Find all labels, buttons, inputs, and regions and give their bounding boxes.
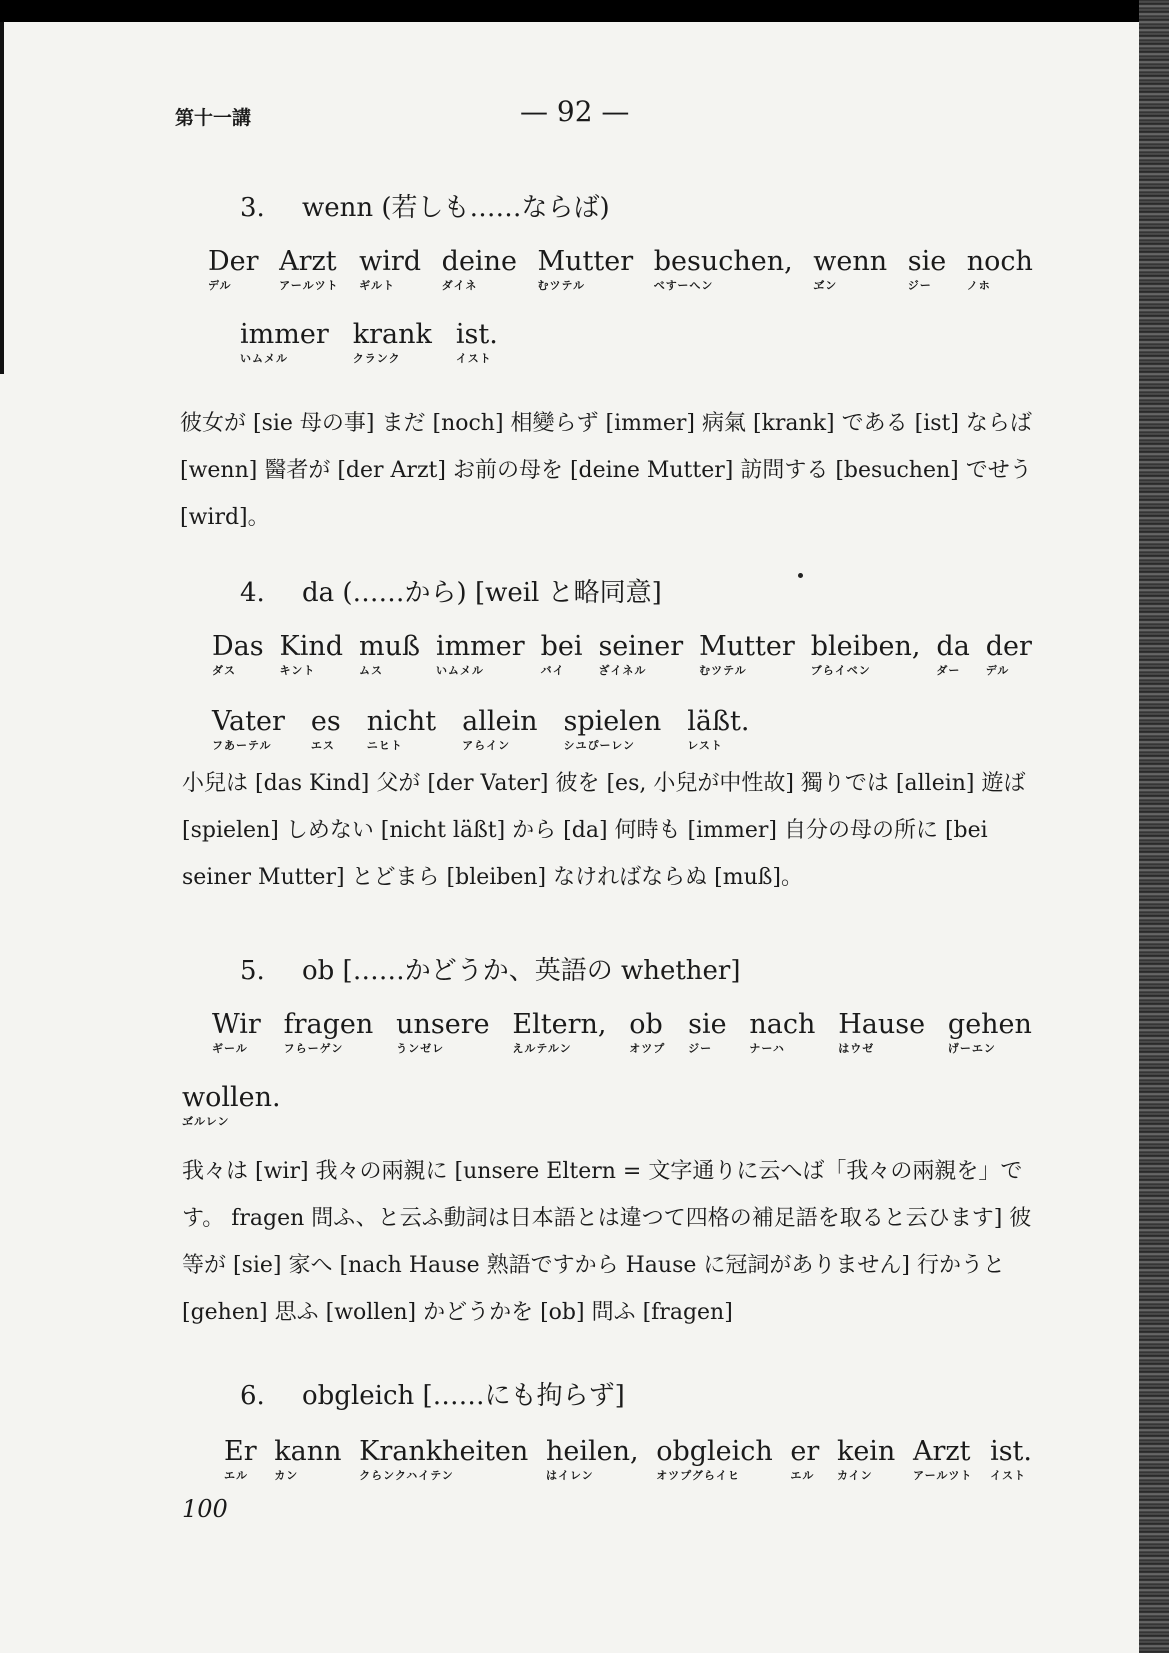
book-spine-edge: [1139, 0, 1169, 1653]
katakana-reading: シユぴーレン: [563, 739, 635, 752]
word-token: [456, 320, 498, 365]
katakana-reading: アールツト: [279, 279, 339, 292]
section-number: 3.: [240, 193, 265, 223]
word-token: [967, 247, 1033, 292]
katakana-reading: クらンクハイテン: [359, 1469, 454, 1482]
section-title: obgleich [……にも拘らず]: [302, 1381, 625, 1411]
katakana-reading: イスト: [455, 352, 492, 365]
katakana-reading: カイン: [836, 1469, 873, 1482]
katakana-reading: デル: [208, 279, 232, 292]
word-token: [838, 1010, 925, 1055]
katakana-reading: ギール: [212, 1042, 248, 1055]
german-word: ist.: [455, 319, 498, 350]
page-shadow-edge: [0, 22, 4, 374]
page-number-marker: — 92 —: [520, 95, 630, 128]
section-heading: [240, 572, 662, 609]
word-token: [274, 1437, 341, 1482]
katakana-reading: エル: [224, 1469, 248, 1482]
katakana-reading: むツテル: [699, 664, 747, 677]
word-token: [279, 247, 338, 292]
word-token: [687, 707, 749, 752]
word-token: [813, 247, 887, 292]
german-word: Vater: [212, 706, 285, 737]
katakana-reading: アらイン: [462, 739, 511, 752]
katakana-reading: イスト: [990, 1469, 1026, 1482]
katakana-reading: オツプグらイヒ: [656, 1469, 740, 1482]
word-token: [224, 1437, 257, 1482]
katakana-reading: べすーへン: [653, 279, 714, 292]
word-token: [656, 1437, 773, 1482]
german-word: immer: [240, 319, 329, 350]
katakana-reading: エス: [310, 739, 335, 752]
german-word: noch: [966, 246, 1033, 277]
word-token: [598, 632, 683, 677]
section-title: wenn (若しも……ならば): [302, 193, 610, 223]
katakana-reading: いムメル: [435, 664, 484, 677]
word-token: [654, 247, 793, 292]
katakana-reading: ジー: [688, 1042, 713, 1055]
german-word: bleiben,: [810, 631, 921, 662]
german-word: nicht: [366, 706, 437, 737]
section-heading: [240, 187, 610, 224]
katakana-reading: ヹルレン: [182, 1115, 230, 1128]
katakana-reading: ブらイベン: [810, 664, 871, 677]
word-token: [546, 1437, 639, 1482]
german-word: Mutter: [537, 246, 634, 277]
german-word: besuchen,: [653, 246, 793, 277]
german-word: bei: [540, 631, 583, 662]
german-word: Eltern,: [512, 1009, 607, 1040]
katakana-reading: ギルト: [359, 279, 396, 292]
word-token: [240, 320, 329, 365]
katakana-reading: ジー: [907, 279, 932, 292]
german-word: nach: [749, 1009, 816, 1040]
word-token: [837, 1437, 895, 1482]
word-token: [367, 707, 436, 752]
katakana-reading: アールツト: [912, 1469, 973, 1482]
german-word: fragen: [283, 1009, 374, 1040]
german-word: kein: [836, 1436, 896, 1467]
word-token: [986, 632, 1032, 677]
sentence-line: [240, 320, 498, 365]
sentence-line: [212, 707, 749, 752]
katakana-reading: ナーハ: [749, 1042, 785, 1055]
page-folio: 100: [182, 1495, 228, 1523]
word-token: [538, 247, 634, 292]
sentence-line: [212, 1010, 1032, 1055]
word-token: [359, 247, 421, 292]
katakana-reading: いムメル: [240, 352, 288, 365]
german-word: immer: [435, 631, 525, 662]
katakana-reading: ざイネル: [598, 664, 647, 677]
word-token: [948, 1010, 1032, 1055]
german-word: läßt.: [687, 706, 750, 737]
word-token: [629, 1010, 665, 1055]
german-word: Krankheiten: [359, 1436, 529, 1467]
word-token: [936, 632, 969, 677]
section-number: 4.: [240, 578, 265, 608]
german-word: allein: [462, 706, 538, 737]
word-token: [990, 1437, 1032, 1482]
katakana-reading: オツプ: [629, 1042, 666, 1055]
german-word: sie: [688, 1009, 727, 1040]
sentence-line: [224, 1437, 1032, 1482]
section-title: da (……から) [weil と略同意]: [302, 578, 662, 608]
katakana-reading: ダー: [936, 664, 961, 677]
word-token: [212, 1010, 261, 1055]
katakana-reading: ムス: [358, 664, 383, 677]
word-token: [913, 1437, 972, 1482]
german-word: Der: [208, 246, 259, 277]
katakana-reading: デル: [985, 664, 1010, 677]
german-word: gehen: [947, 1009, 1032, 1040]
section-number: 5.: [240, 956, 265, 986]
word-token: [699, 632, 795, 677]
german-word: deine: [441, 246, 517, 277]
german-word: Das: [212, 631, 264, 662]
word-token: [462, 707, 537, 752]
german-word: der: [985, 631, 1032, 662]
katakana-reading: ノホ: [966, 279, 991, 292]
german-word: Arzt: [912, 1436, 971, 1467]
word-token: [280, 632, 343, 677]
sentence-line: [212, 632, 1032, 677]
german-word: er: [790, 1436, 820, 1467]
lecture-label: 第十一講: [175, 107, 252, 129]
katakana-reading: エル: [790, 1469, 815, 1482]
word-token: [749, 1010, 815, 1055]
german-word: Wir: [212, 1009, 261, 1040]
german-word: ob: [629, 1009, 663, 1040]
katakana-reading: はウゼ: [838, 1042, 875, 1055]
word-token: [311, 707, 341, 752]
german-word: Hause: [838, 1009, 926, 1040]
german-word: Kind: [279, 631, 344, 662]
word-token: [790, 1437, 819, 1482]
katakana-reading: カン: [274, 1469, 299, 1482]
katakana-reading: キント: [279, 664, 316, 677]
german-word: kann: [274, 1436, 342, 1467]
katakana-reading: ダイネ: [441, 279, 478, 292]
katakana-reading: ニヒト: [366, 739, 403, 752]
german-word: Mutter: [699, 631, 795, 662]
german-word: Arzt: [279, 246, 337, 277]
katakana-reading: うンゼレ: [396, 1042, 445, 1055]
german-word: wollen.: [182, 1082, 281, 1113]
german-word: es: [310, 706, 341, 737]
translation-paragraph: 彼女が [sie 母の事] まだ [noch] 相變らず [immer] 病氣 [krank] である [ist] ならば [wenn] 醫者が [der Arzt] お前の母を [deine Mutter] 訪問する [besuchen] でせう [wird]。: [180, 411, 1032, 530]
katakana-reading: クランク: [352, 352, 401, 365]
sentence-line: [208, 247, 1033, 292]
translation-paragraph: 小兒は [das Kind] 父が [der Vater] 彼を [es, 小兒が中性故] 獨りでは [allein] 遊ば [spielen] しめない [nicht läßt] から [da] 何時も [immer] 自分の母の所に [bei seiner Mutter] とどまら [bleiben] なければならぬ [muß]。: [182, 771, 1026, 890]
german-word: spielen: [563, 706, 662, 737]
section-number: 6.: [240, 1381, 265, 1411]
german-word: seiner: [598, 631, 684, 662]
katakana-reading: むツテル: [537, 279, 585, 292]
word-token: [396, 1010, 490, 1055]
section-heading: [240, 1375, 625, 1412]
word-token: [541, 632, 583, 677]
word-token: [284, 1010, 374, 1055]
katakana-reading: ダス: [212, 664, 236, 677]
katakana-reading: ヹン: [813, 279, 838, 292]
german-word: wird: [359, 246, 422, 277]
word-token: [442, 247, 517, 292]
word-token: [908, 247, 946, 292]
german-word: krank: [352, 319, 432, 350]
german-word: heilen,: [545, 1436, 639, 1467]
katakana-reading: バイ: [540, 664, 565, 677]
katakana-reading: フらーゲン: [283, 1042, 344, 1055]
word-token: [811, 632, 921, 677]
katakana-reading: えルテルン: [512, 1042, 572, 1055]
katakana-reading: げーエン: [947, 1042, 996, 1055]
word-token: [436, 632, 525, 677]
word-token: [208, 247, 259, 292]
katakana-reading: はイレン: [545, 1469, 594, 1482]
german-word: obgleich: [656, 1436, 773, 1467]
word-token: [359, 632, 420, 677]
word-token: [359, 1437, 528, 1482]
translation-paragraph: 我々は [wir] 我々の兩親に [unsere Eltern = 文字通りに云へば「我々の兩親を」です。 fragen 問ふ、と云ふ動詞は日本語とは違つて四格の補足語を取ると云ひます] 彼等が [sie] 家へ [nach Hause 熟語ですから Hause に冠詞がありません] 行かうと [gehen] 思ふ [wollen] かどうかを [ob] 問ふ [fragen]: [182, 1159, 1032, 1325]
word-token: [212, 707, 285, 752]
german-word: unsere: [396, 1009, 490, 1040]
word-token: [212, 632, 264, 677]
section-title: ob [……かどうか、英語の whether]: [302, 956, 741, 986]
sentence-line: [182, 1083, 281, 1128]
german-word: muß: [358, 631, 420, 662]
ink-speck: [798, 573, 803, 578]
word-token: [353, 320, 432, 365]
german-word: Er: [224, 1436, 257, 1467]
katakana-reading: フあーテル: [212, 739, 272, 752]
german-word: ist.: [990, 1436, 1032, 1467]
katakana-reading: レスト: [687, 739, 723, 752]
word-token: [563, 707, 661, 752]
german-word: da: [936, 631, 970, 662]
german-word: wenn: [813, 246, 888, 277]
german-word: sie: [907, 246, 947, 277]
word-token: [182, 1083, 281, 1128]
word-token: [688, 1010, 726, 1055]
section-heading: [240, 950, 741, 987]
word-token: [512, 1010, 606, 1055]
